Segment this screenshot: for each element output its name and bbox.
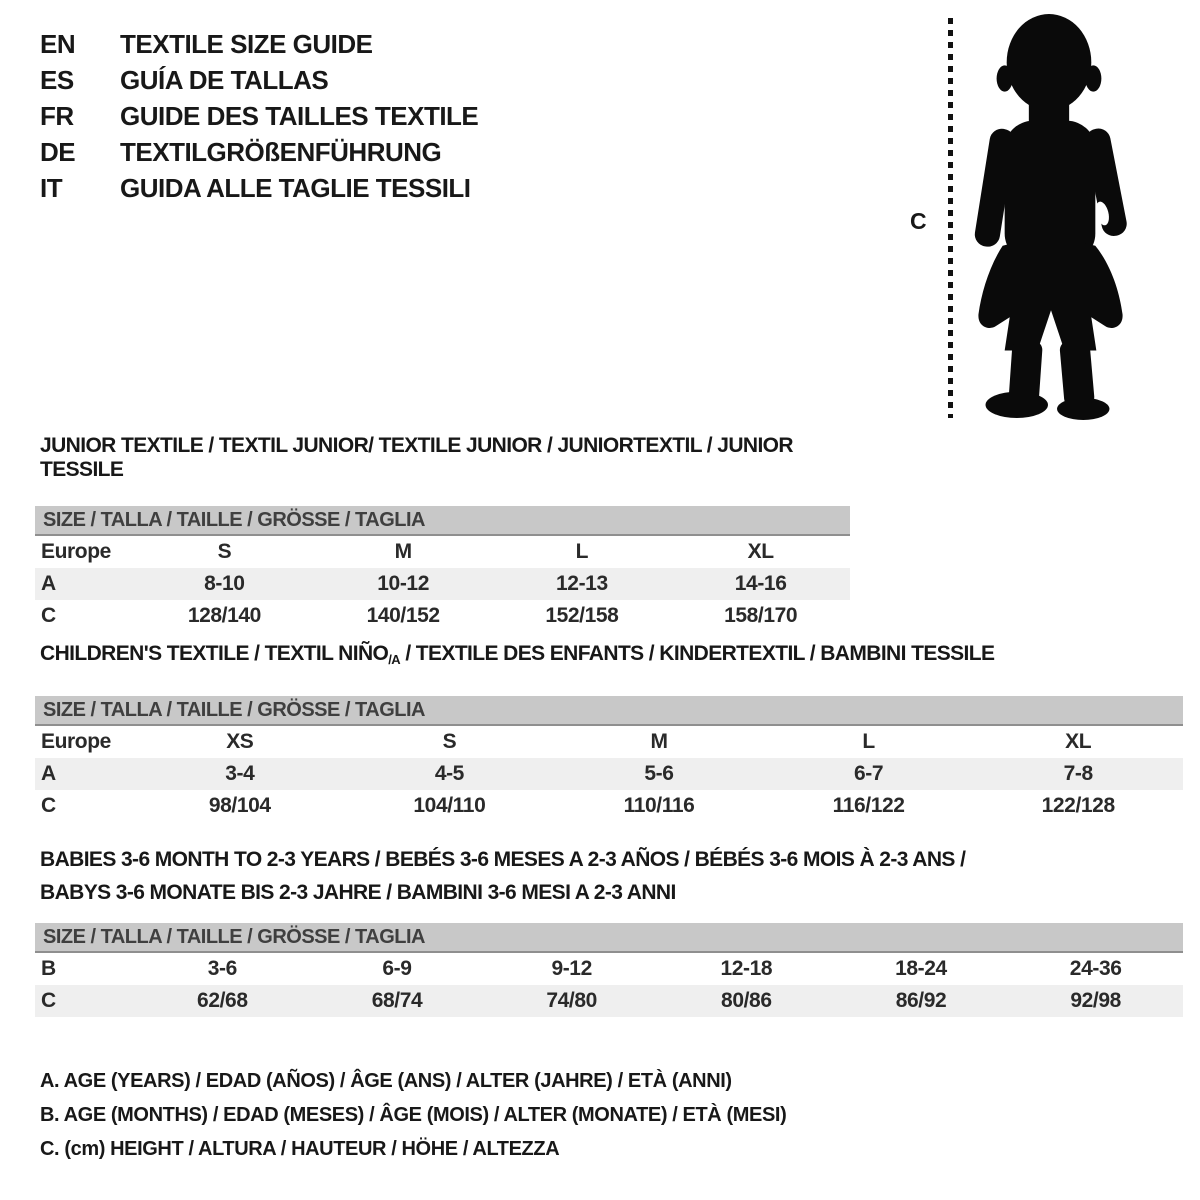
table-row: [35, 790, 1183, 822]
table-row: [35, 985, 1183, 1017]
row-label: A: [41, 572, 56, 595]
row-label: C: [41, 794, 56, 817]
language-title-list: [40, 26, 478, 206]
babies-heading-line1: BABIES 3-6 MONTH TO 2-3 YEARS / BEBÉS 3-6 MESES A 2-3 AÑOS / BÉBÉS 3-6 MOIS À 2-3 ANS /: [40, 848, 966, 871]
size-value: 14-16: [734, 572, 787, 595]
table-row: [35, 568, 850, 600]
language-title: TEXTILGRÖßENFÜHRUNG: [120, 137, 442, 167]
legend-line-a: A. AGE (YEARS) / EDAD (AÑOS) / ÂGE (ANS) / ALTER (JAHRE) / ETÀ (ANNI): [40, 1070, 732, 1092]
childrens-size-table: [35, 696, 1183, 822]
toddler-silhouette-icon: [964, 12, 1136, 420]
table-row: [35, 953, 1183, 985]
row-label: C: [41, 604, 56, 627]
language-title: TEXTILE SIZE GUIDE: [120, 29, 373, 59]
language-code: IT: [40, 173, 63, 203]
size-value: 8-10: [204, 572, 245, 595]
size-value: 6-7: [854, 762, 884, 785]
size-table-header: SIZE / TALLA / TAILLE / GRÖSSE / TAGLIA: [35, 696, 1183, 726]
table-row: [35, 726, 1183, 758]
size-value: 3-4: [225, 762, 255, 785]
row-label: Europe: [41, 730, 111, 753]
size-value: S: [442, 730, 457, 753]
childrens-textile-section: [35, 642, 1183, 822]
babies-size-table: [35, 923, 1183, 1017]
babies-heading-line2: BABYS 3-6 MONATE BIS 2-3 JAHRE / BAMBINI 3-6 MESI A 2-3 ANNI: [40, 881, 676, 904]
size-value: 80/86: [721, 989, 772, 1012]
table-row: [35, 600, 850, 632]
size-value: L: [862, 730, 875, 753]
junior-section-heading: JUNIOR TEXTILE / TEXTIL JUNIOR/ TEXTILE JUNIOR / JUNIORTEXTIL / JUNIOR TESSILE: [40, 434, 793, 481]
row-label: A: [41, 762, 56, 785]
size-value: 12-18: [720, 957, 773, 980]
language-row: [40, 62, 478, 98]
size-value: XL: [1065, 730, 1092, 753]
size-value: XL: [747, 540, 774, 563]
heading-subscript: /A: [388, 652, 401, 667]
table-row: [35, 758, 1183, 790]
size-value: 12-13: [556, 572, 608, 595]
size-value: 122/128: [1041, 794, 1115, 817]
size-value: 74/80: [546, 989, 597, 1012]
heading-text: CHILDREN'S TEXTILE / TEXTIL NIÑO: [40, 642, 389, 665]
language-row: [40, 170, 478, 206]
language-title: GUIDA ALLE TAGLIE TESSILI: [120, 173, 471, 203]
language-code: EN: [40, 29, 76, 59]
language-row: [40, 98, 478, 134]
language-title: GUIDE DES TAILLES TEXTILE: [120, 101, 479, 131]
size-value: 6-9: [382, 957, 412, 980]
size-value: 5-6: [644, 762, 674, 785]
babies-section-heading: [35, 843, 1183, 909]
language-title: GUÍA DE TALLAS: [120, 65, 329, 95]
language-row: [40, 134, 478, 170]
size-value: 158/170: [724, 604, 798, 627]
size-value: 62/68: [197, 989, 248, 1012]
row-label: C: [41, 989, 56, 1012]
language-code: FR: [40, 101, 74, 131]
language-row: [40, 26, 478, 62]
size-value: 18-24: [895, 957, 947, 980]
size-value: 86/92: [895, 989, 947, 1012]
height-measure-dashed-line: [948, 18, 953, 418]
size-value: 68/74: [371, 989, 423, 1012]
size-value: 98/104: [208, 794, 271, 817]
size-value: 116/122: [832, 794, 905, 817]
size-value: 92/98: [1070, 989, 1121, 1012]
size-value: L: [575, 540, 589, 563]
size-table-header: SIZE / TALLA / TAILLE / GRÖSSE / TAGLIA: [35, 506, 850, 536]
size-value: 10-12: [377, 572, 429, 595]
babies-textile-section: [35, 843, 1183, 1017]
legend-line-c: C. (cm) HEIGHT / ALTURA / HAUTEUR / HÖHE / ALTEZZA: [40, 1138, 560, 1160]
childrens-section-heading: [35, 642, 1183, 672]
size-value: S: [217, 540, 232, 563]
row-label: B: [41, 957, 56, 980]
language-code: ES: [40, 65, 74, 95]
junior-size-table: [35, 506, 850, 632]
size-value: 7-8: [1063, 762, 1093, 785]
height-measure-label: C: [910, 208, 927, 234]
size-value: 24-36: [1069, 957, 1122, 980]
size-value: 140/152: [366, 604, 440, 627]
measurement-legend: [40, 1064, 786, 1166]
size-table-header: SIZE / TALLA / TAILLE / GRÖSSE / TAGLIA: [35, 923, 1183, 953]
row-label: Europe: [41, 540, 111, 563]
size-value: 152/158: [545, 604, 619, 627]
size-value: M: [394, 540, 412, 563]
language-code: DE: [40, 137, 76, 167]
size-value: 128/140: [187, 604, 261, 627]
legend-line-b: B. AGE (MONTHS) / EDAD (MESES) / ÂGE (MOIS) / ALTER (MONATE) / ETÀ (MESI): [40, 1104, 787, 1126]
size-value: 4-5: [434, 762, 464, 785]
junior-textile-section: [35, 434, 850, 632]
height-measure-figure: [900, 12, 1180, 427]
size-value: 9-12: [551, 957, 592, 980]
size-value: 104/110: [413, 794, 486, 817]
size-value: M: [650, 730, 668, 753]
size-value: 3-6: [207, 957, 237, 980]
table-row: [35, 536, 850, 568]
size-value: XS: [226, 730, 254, 753]
size-value: 110/116: [623, 794, 695, 817]
heading-text: / TEXTILE DES ENFANTS / KINDERTEXTIL / BAMBINI TESSILE: [400, 642, 995, 665]
